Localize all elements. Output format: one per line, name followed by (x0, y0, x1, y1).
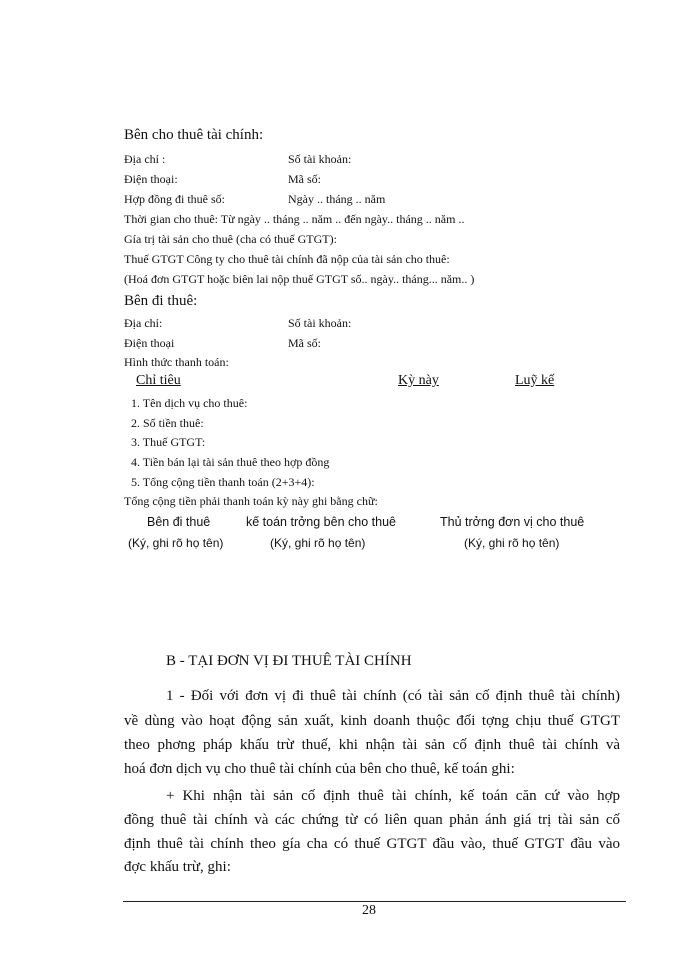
lessor-asset-value: Gía trị tài sản cho thuê (cha có thuế GTGT): (124, 232, 337, 246)
lessor-account-label: Số tài khoản: (288, 152, 352, 166)
lessee-phone-label: Điện thoại (124, 336, 175, 350)
column-header-cumulative: Luỹ kế (515, 373, 555, 388)
lessee-tax-code-label: Mã số: (288, 336, 321, 350)
lessee-heading: Bên đi thuê: (124, 293, 198, 309)
paragraph-line: theo phơng pháp khấu trừ thuế, khi nhận tài sản cố định thuê tài chính và (124, 737, 620, 753)
paragraph-line: 1 - Đối với đơn vị đi thuê tài chính (có tài sản cố định thuê tài chính) (166, 688, 620, 704)
lessor-invoice-note: (Hoá đơn GTGT hoặc biên lai nộp thuế GTGT số.. ngày.. tháng... năm.. ) (124, 272, 475, 286)
paragraph-line: về dùng vào hoạt động sản xuất, kinh doanh thuộc đối tợng chịu thuế GTGT (124, 713, 620, 729)
paragraph-line: định thuê tài chính theo gía cha có thuế GTGT đầu vào, thuế GTGT đầu vào (124, 836, 620, 852)
total-in-words: Tổng cộng tiền phải thanh toán kỳ này ghi bằng chữ: (124, 494, 378, 508)
lessor-contract-date: Ngày .. tháng .. năm (288, 192, 386, 206)
page-number: 28 (362, 903, 376, 918)
lessor-period: Thời gian cho thuê: Từ ngày .. tháng .. năm .. đến ngày.. tháng .. năm .. (124, 212, 465, 226)
lessor-phone-label: Điện thoại: (124, 172, 178, 186)
signature-lessee: Bên đi thuê (147, 515, 211, 529)
column-header-period: Kỳ này (398, 373, 439, 388)
lessor-tax-code-label: Mã số: (288, 172, 321, 186)
paragraph-line: đồng thuê tài chính và các chứng từ có liên quan phản ánh giá trị tài sản cố (124, 812, 620, 828)
lessor-heading: Bên cho thuê tài chính: (124, 127, 264, 143)
lessee-address-label: Địa chỉ: (124, 316, 163, 330)
footer-rule (123, 901, 626, 902)
column-header-item: Chỉ tiêu (136, 373, 181, 388)
paragraph-line: hoá đơn dịch vụ cho thuê tài chính của bên cho thuê, kế toán ghi: (124, 761, 515, 777)
lessor-address-label: Địa chỉ : (124, 152, 166, 166)
table-row: 2. Số tiền thuê: (131, 416, 204, 430)
signature-note: (Ký, ghi rõ họ tên) (128, 536, 224, 550)
table-row: 1. Tên dịch vụ cho thuê: (131, 396, 248, 410)
table-row: 3. Thuế GTGT: (131, 435, 206, 449)
signature-note: (Ký, ghi rõ họ tên) (464, 536, 560, 550)
signature-note: (Ký, ghi rõ họ tên) (270, 536, 366, 550)
lessor-contract-label: Hợp đồng đi thuê số: (124, 192, 226, 206)
table-row: 4. Tiền bán lại tài sản thuê theo hợp đồng (131, 455, 330, 469)
paragraph-line: đợc khấu trừ, ghi: (124, 859, 231, 875)
signature-director: Thủ trởng đơn vị cho thuê (440, 515, 585, 529)
section-b-title: B - TẠI ĐƠN VỊ ĐI THUÊ TÀI CHÍNH (166, 653, 412, 669)
lessee-account-label: Số tài khoản: (288, 316, 352, 330)
lessor-vat-paid: Thuế GTGT Công ty cho thuê tài chính đã nộp của tài sản cho thuê: (124, 252, 450, 266)
signature-accountant: kế toán trởng bên cho thuê (246, 515, 396, 529)
paragraph-line: + Khi nhận tài sản cố định thuê tài chính, kế toán căn cứ vào hợp (166, 788, 620, 804)
lessee-payment-method: Hình thức thanh toán: (124, 355, 229, 369)
table-row: 5. Tổng cộng tiền thanh toán (2+3+4): (131, 475, 315, 489)
